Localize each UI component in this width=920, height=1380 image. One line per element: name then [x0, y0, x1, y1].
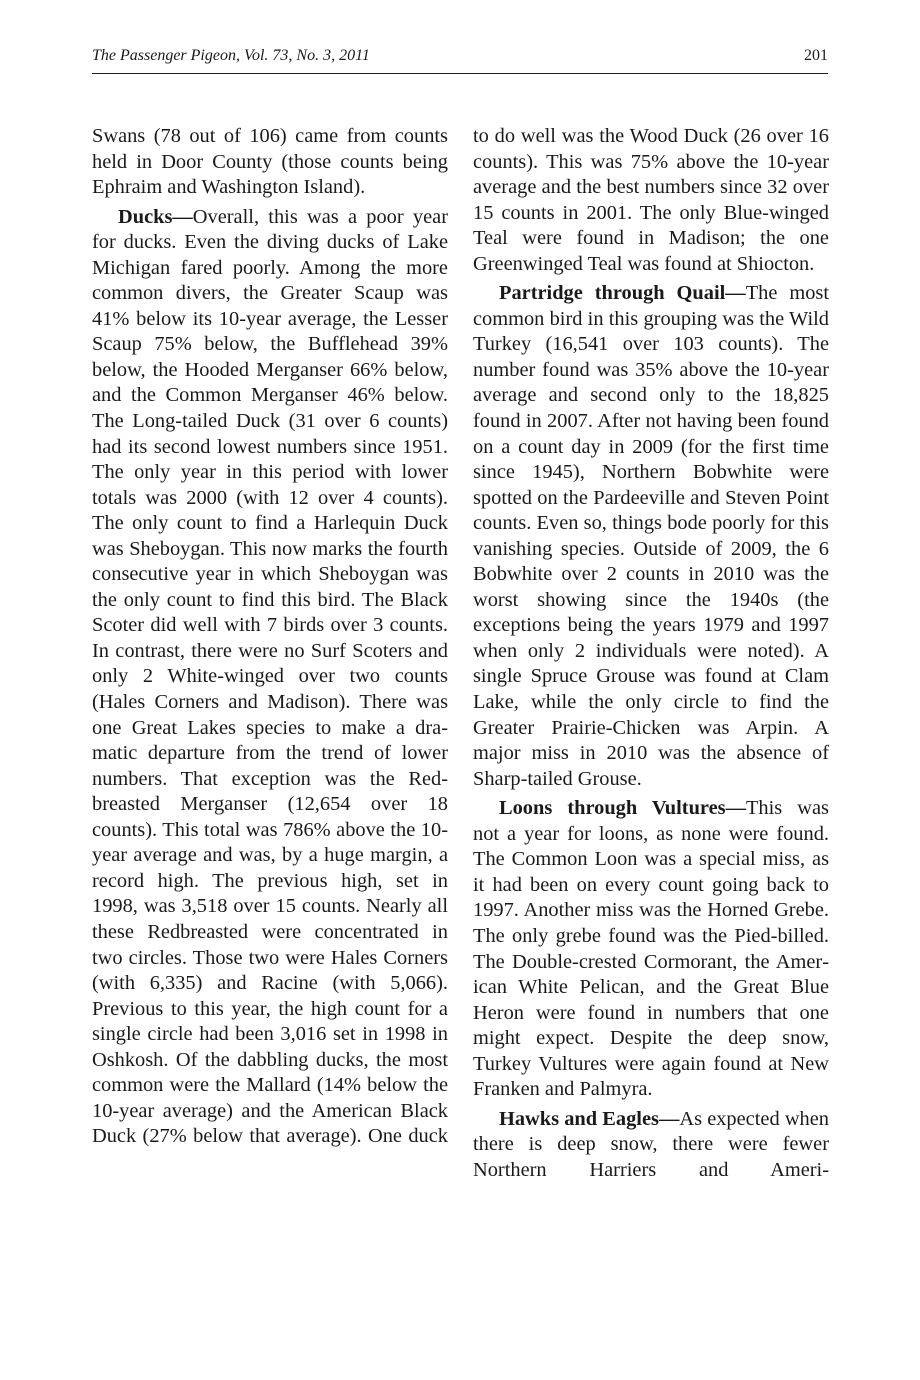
paragraph-hawks-eagles	[473, 1107, 829, 1184]
paragraph-ducks-text: Overall, this was a poor year for ducks. Even the diving ducks of Lake Michigan fared poorly. Among the more common divers, the Greater Scaup was 41% below its 10-year average, the Lesser Scaup 75% below, the Bufflehead 39% below, the Hooded Merganser 66% below, and the Common Merganser 46% below. The Long-tailed Duck (31 over 6 counts) had its second lowest numbers since 1951. The only year in this period with lower totals was 2000 (with 12 over 4 counts). The only count to find a Harlequin Duck was Sheboygan. This now marks the fourth consecutive year in which Sheboygan was the only count to find this bird. The Black Scoter did well with 7 birds over 3 counts. In contrast, there were no Surf Scoters and only 2 White-winged over two counts (Hales Corners and Madison). There was one Great Lakes species to make a dramatic departure from the trend of lower numbers. That exception was the Red-breasted Merganser (12,654 over 18 counts). This total was 786% above the 10-year average and was, by a huge margin, a record high. The previous high, set in 1998, was 3,518 over 15 counts. Nearly all these Redbreasted were concentrated in two circles. Those two were Hales Corners (with 6,335) and Racine (with 5,066). Previous to this year, the high count for a single circle had been 3,016 set in 1998 in Oshkosh. Of the dabbling ducks, the most common were the Mallard (14% below the 10-year average) and the American Black Duck (27% below that average). One duck	[92, 205, 448, 1148]
paragraph-loons-vultures-text: This was not a year for loons, as none were found. The Common Loon was a special miss, as it had been on every count going back to 1997. Another miss was the Horned Grebe. The only grebe found was the Pied-billed. The Double-crested Cormorant, the American White Pelican, and the Great Blue Heron were found in numbers that one might expect. Despite the deep snow, Turkey Vultures were again found at New Franken and Palmyra.	[473, 797, 829, 1101]
section-lead-loons-vultures: Loons through Vultures—	[499, 797, 746, 820]
journal-citation: The Passenger Pigeon, Vol. 73, No. 3, 2011	[92, 47, 370, 64]
section-lead-partridge-quail: Partridge through Quail—	[499, 282, 746, 305]
paragraph-partridge-quail-text: The most common bird in this grouping was the Wild Turkey (16,541 over 103 counts). The number found was 35% above the 10-year average and second only to the 18,825 found in 2007. After not having been found on a count day in 2009 (for the first time since 1945), Northern Bobwhite were spotted on the Pardeeville and Steven Point counts. Even so, things bode poorly for this vanishing species. Outside of 2009, the 6 Bobwhite over 2 counts in 2010 was the worst showing since the 1940s (the exceptions being the years 1979 and 1997 when only 2 individuals were noted). A single Spruce Grouse was found at Clam Lake, while the only circle to find the Greater Prairie-Chicken was Arpin. A major miss in 2010 was the absence of Sharp-tailed Grouse.	[473, 282, 829, 790]
left-column	[92, 124, 448, 1150]
paragraph-hawks-eagles-text: As expected when there is deep snow, there were fewer Northern Harriers and Ameri-	[473, 1107, 829, 1181]
paragraph-loons-vultures	[473, 796, 829, 1103]
right-column	[473, 124, 829, 1183]
paragraph-swans-continued: Swans (78 out of 106) came from counts held in Door County (those counts being Ephraim and Washington Island).	[92, 125, 448, 199]
paragraph-partridge-quail	[473, 281, 829, 792]
section-lead-ducks: Ducks—	[118, 205, 193, 228]
header-rule	[92, 73, 828, 74]
page-number: 201	[804, 47, 828, 64]
running-head	[92, 47, 828, 73]
paragraph-ducks	[92, 205, 448, 1150]
section-lead-hawks-eagles: Hawks and Eagles—	[499, 1107, 680, 1130]
paragraph-ducks-continued: to do well was the Wood Duck (26 over 16 counts). This was 75% above the 10-year average and the best numbers since 32 over 15 counts in 2001. The only Blue-winged Teal were found in Madison; the one Greenwinged Teal was found at Shiocton.	[473, 125, 829, 275]
